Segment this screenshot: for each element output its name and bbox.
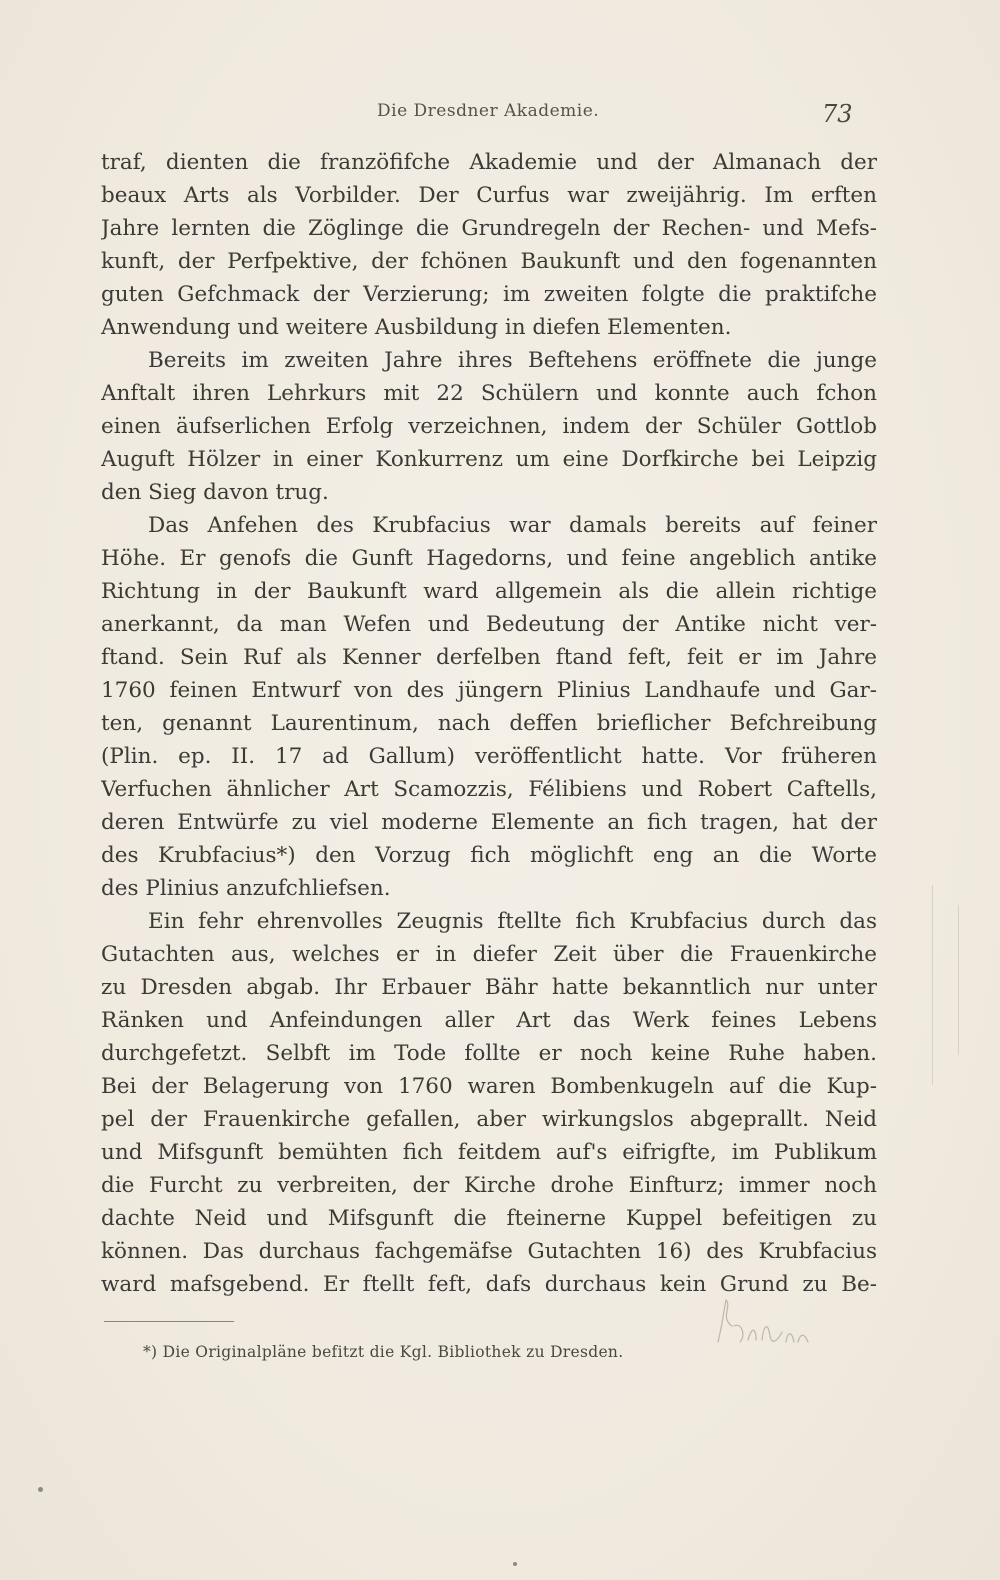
text-line: des Krubfacius*) den Vorzug fich möglichft eng an die Worte [101,843,877,868]
text-line: Anwendung und weitere Ausbildung in diefen Elementen. [101,315,732,340]
paper-speck [38,1487,43,1492]
page-number: 73 [822,100,853,128]
text-line: Ränken und Anfeindungen aller Art das Werk feines Lebens [101,1008,877,1033]
text-line: guten Gefchmack der Verzierung; im zweiten folgte die praktifche [101,282,877,307]
paragraph-first-line: Bereits im zweiten Jahre ihres Beftehens eröffnete die junge [148,348,877,373]
body-text [101,146,877,1301]
margin-pencil-line [932,885,933,1085]
text-line: können. Das durchaus fachgemäfse Gutachten 16) des Krubfacius [101,1239,877,1264]
text-line: dachte Neid und Mifsgunft die fteinerne Kuppel befeitigen zu [101,1206,877,1231]
text-line: kunft, der Perfpektive, der fchönen Baukunft und den fogenannten [101,249,877,274]
text-line: pel der Frauenkirche gefallen, aber wirkungslos abgeprallt. Neid [101,1107,877,1132]
text-line: Höhe. Er genofs die Gunft Hagedorns, und feine angeblich antike [101,546,877,571]
paragraph-first-line: Das Anfehen des Krubfacius war damals bereits auf feiner [148,513,877,538]
footnote: *) Die Originalpläne befitzt die Kgl. Bibliothek zu Dresden. [143,1343,624,1361]
text-line: des Plinius anzufchliefsen. [101,876,391,901]
text-line: anerkannt, da man Wefen und Bedeutung der Antike nicht ver- [101,612,877,637]
paragraph-first-line: Ein fehr ehrenvolles Zeugnis ftellte fich Krubfacius durch das [148,909,877,934]
text-line: Richtung in der Baukunft ward allgemein als die allein richtige [101,579,877,604]
text-line: ftand. Sein Ruf als Kenner derfelben ftand feft, feit er im Jahre [101,645,877,670]
text-line: Anftalt ihren Lehrkurs mit 22 Schülern und konnte auch fchon [101,381,877,406]
text-line: die Furcht zu verbreiten, der Kirche drohe Einfturz; immer noch [101,1173,877,1198]
text-line: Auguft Hölzer in einer Konkurrenz um eine Dorfkirche bei Leipzig [101,447,877,472]
text-line: Jahre lernten die Zöglinge die Grundregeln der Rechen- und Mefs- [101,216,877,241]
text-line: und Mifsgunft bemühten fich feitdem auf's eifrigfte, im Publikum [101,1140,877,1165]
margin-pencil-line [958,905,959,1055]
text-line: durchgefetzt. Selbft im Tode follte er noch keine Ruhe haben. [101,1041,877,1066]
text-line: ten, genannt Laurentinum, nach deffen brieflicher Befchreibung [101,711,877,736]
handwritten-note-icon [712,1296,822,1354]
text-line: den Sieg davon trug. [101,480,329,505]
text-line: 1760 feinen Entwurf von des jüngern Plinius Landhaufe und Gar- [101,678,877,703]
text-line: zu Dresden abgab. Ihr Erbauer Bähr hatte bekanntlich nur unter [101,975,877,1000]
text-line: Bei der Belagerung von 1760 waren Bombenkugeln auf die Kup- [101,1074,877,1099]
text-line: Gutachten aus, welches er in diefer Zeit über die Frauenkirche [101,942,877,967]
text-line: traf, dienten die franzöfifche Akademie und der Almanach der [101,150,877,175]
footnote-divider [104,1321,234,1322]
text-line: deren Entwürfe zu viel moderne Elemente an fich tragen, hat der [101,810,877,835]
text-line: beaux Arts als Vorbilder. Der Curfus war zweijährig. Im erften [101,183,877,208]
text-line: einen äufserlichen Erfolg verzeichnen, indem der Schüler Gottlob [101,414,877,439]
paper-speck [513,1562,517,1566]
running-title: Die Dresdner Akademie. [377,101,600,121]
text-line: Verfuchen ähnlicher Art Scamozzis, Félibiens und Robert Caftells, [101,777,877,802]
text-line: (Plin. ep. II. 17 ad Gallum) veröffentlicht hatte. Vor früheren [101,744,877,769]
text-line: ward mafsgebend. Er ftellt feft, dafs durchaus kein Grund zu Be- [101,1272,877,1297]
